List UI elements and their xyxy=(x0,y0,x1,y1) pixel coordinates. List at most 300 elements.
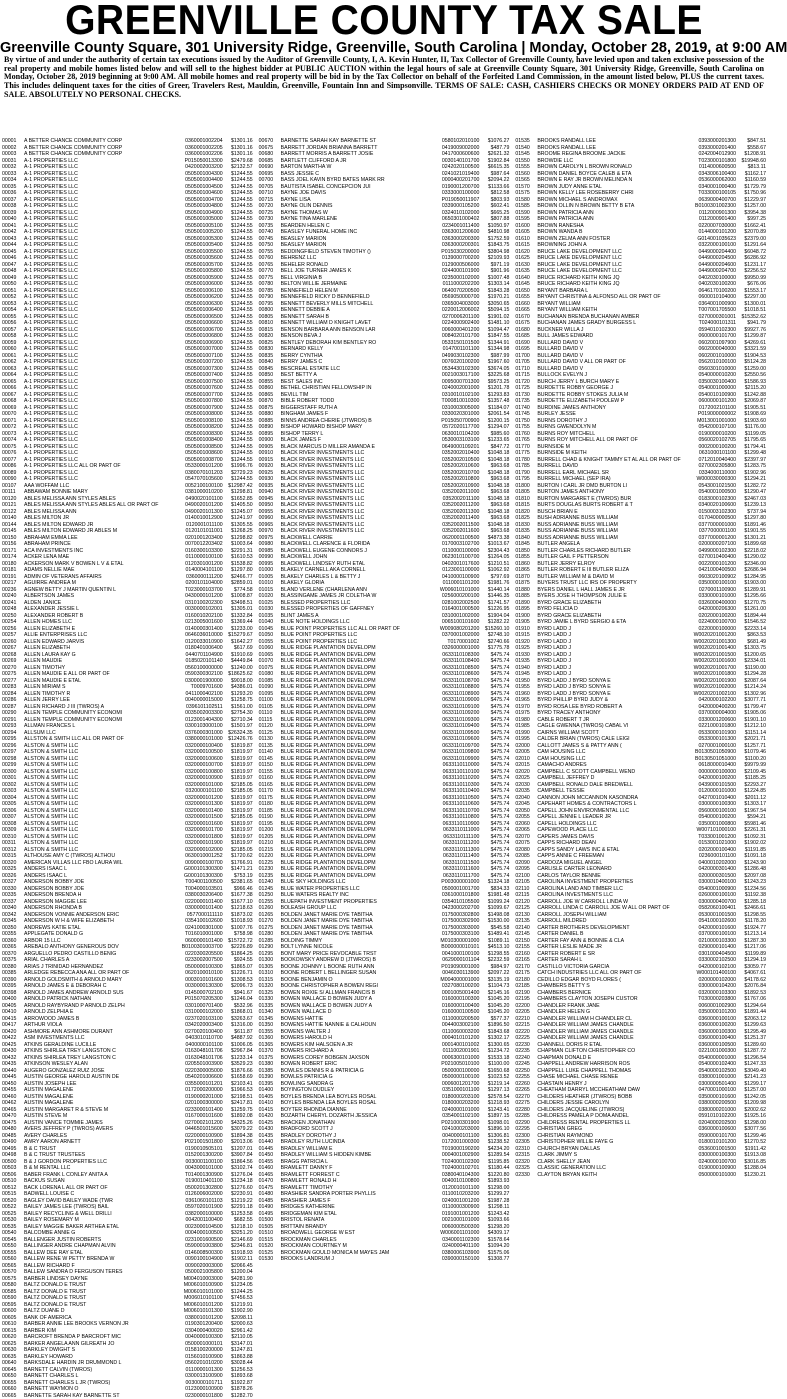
item-number: 01350 xyxy=(259,1022,281,1029)
map-number: 0540001000500 xyxy=(697,489,737,496)
item-number: 01340 xyxy=(259,1009,281,1016)
item-number: 00550 xyxy=(2,1243,24,1250)
amount-due: $1297.80 xyxy=(736,515,766,522)
amount-due: $1286.48 xyxy=(736,866,766,873)
owner-name: CAGLE GWENNA (TWROS) CABAL VI xyxy=(537,723,696,730)
owner-name: BIGGERSTAFF RUTH A xyxy=(281,405,440,412)
item-number: 00001 xyxy=(2,138,24,145)
map-number: 0560100000000 xyxy=(183,665,223,672)
item-number: 01570 xyxy=(515,184,537,191)
map-number: 0242004012900 xyxy=(697,151,737,158)
owner-name: BLUE RIDGE PLANTATION DEVELOPM xyxy=(281,684,441,691)
item-number: 00299 xyxy=(2,762,24,769)
amount-due: $18625.62 xyxy=(223,671,253,678)
map-number: 0633110111100 xyxy=(441,834,479,841)
amount-due: $1905.06 xyxy=(736,710,766,717)
item-number: 01730 xyxy=(515,392,537,399)
amount-due: $1729.79 xyxy=(736,184,766,191)
item-number: 01780 xyxy=(515,457,537,464)
item-number: 01855 xyxy=(515,554,537,561)
amount-due: $1218.63 xyxy=(223,905,253,912)
owner-name: CARTER FAY ANN & BONNIE & CLA xyxy=(537,938,696,945)
amount-due: $2550.56 xyxy=(736,372,766,379)
map-number: 0633110110200 xyxy=(441,775,480,782)
owner-name: A-1 PROPERTIES LLC xyxy=(24,301,183,308)
map-number: 0221000101800 xyxy=(697,723,737,730)
owner-name: BOWERS COREY BOBGEN JAXSON xyxy=(281,1055,440,1062)
owner-name: CHASE MICHAEL CHASE RENEE xyxy=(537,1074,696,1081)
map-number: 0402030100000 xyxy=(697,275,737,282)
owner-name: BELTON WILLIE JERMAINE xyxy=(281,281,441,288)
owner-name: BARNETT CHARLES L xyxy=(24,1373,183,1380)
map-number: 0380000201000 xyxy=(697,1107,737,1114)
owner-name: BALTZ DONALD E TRUST xyxy=(24,1302,182,1309)
map-number: 0490020101100 xyxy=(184,496,223,503)
amount-due: $475.74 xyxy=(479,788,509,795)
amount-due: $1100.20 xyxy=(736,756,766,763)
owner-name: BINNS ANDREA CHERIE (JTWROS) B xyxy=(281,418,440,425)
owner-name: ARNOLD PATRICK NATHAN xyxy=(24,996,183,1003)
item-number: 01740 xyxy=(515,405,537,412)
owner-name: BLUE RIDGE PLANTATION DEVELOPM xyxy=(281,847,441,854)
amount-due: $1896.10 xyxy=(479,1126,509,1133)
amount-due: $665.25 xyxy=(479,210,509,217)
map-number: 0540000001000 xyxy=(697,1055,737,1062)
item-number: 00303 xyxy=(2,788,24,795)
item-number: 01450 xyxy=(259,1152,281,1159)
amount-due: $1471.21 xyxy=(223,866,253,873)
map-number: 0633110109600 xyxy=(440,736,479,743)
amount-due: $1970.21 xyxy=(479,294,509,301)
owner-name: CHANDLER WILLIAM JAMES CHANDLE xyxy=(537,1035,696,1042)
owner-name: ALSTON & SMITH LLC xyxy=(24,756,183,763)
item-number: 00745 xyxy=(259,236,281,243)
amount-due: $1911.42 xyxy=(736,1146,766,1153)
amount-due: $2967.84 xyxy=(223,1048,253,1055)
owner-name: BADWELL LOUISE C xyxy=(24,1191,183,1198)
map-number: T033001001200 xyxy=(696,834,736,841)
owner-name: BOWEN ROBERT ERIC xyxy=(281,1061,440,1068)
map-number: 0170003102700 xyxy=(440,541,480,548)
amount-due: $1293.83 xyxy=(479,392,509,399)
amount-due: $1300.65 xyxy=(479,1042,509,1049)
owner-name: BOOKOWSKY ANDREW D (JTWROS) B xyxy=(281,957,441,964)
amount-due: $1291.64 xyxy=(736,242,766,249)
map-number: 0410000100900 xyxy=(440,574,480,581)
item-number: 00805 xyxy=(259,314,281,321)
owner-name: BAILEY JAMES LEE (TWROS) BAIL xyxy=(24,1204,183,1211)
item-number: 02130 xyxy=(515,912,537,919)
map-number: 0500000101000 xyxy=(697,1172,737,1179)
owner-name: ABLES MELISSA ANN STYLES ABLES ALL OR PART OF xyxy=(24,502,183,509)
amount-due: $2002.62 xyxy=(736,1107,766,1114)
owner-name: A-1 PROPERTIES LLC xyxy=(24,249,183,256)
amount-due: $1891.44 xyxy=(736,1009,766,1016)
owner-name: BUSH ADRIANNE BUSS WILLIAM xyxy=(537,515,696,522)
owner-name: A-1 PROPERTIES LLC xyxy=(24,210,183,217)
map-number: 0320000101700 xyxy=(183,827,223,834)
item-number: 01970 xyxy=(515,704,537,711)
item-number: 00350 xyxy=(2,925,24,932)
map-number: 0500001001700 xyxy=(440,886,480,893)
amount-due: $1244.55 xyxy=(223,379,253,386)
owner-name: BRUCE RICHARD KEITH KING JQ xyxy=(537,275,696,282)
map-number: M006010100900 xyxy=(182,1282,223,1289)
item-number: 01010 xyxy=(259,580,281,587)
owner-name: BLUE RIDGE PLANTATION DEVELOPM xyxy=(281,704,441,711)
owner-name: ARROWOOD JAMES B xyxy=(24,1016,183,1023)
map-number: 0234001011400 xyxy=(440,223,479,230)
amount-due: $2334.01 xyxy=(736,658,766,665)
owner-name: CARTER BROTHERS DEVELOPMENT xyxy=(537,925,696,932)
item-number: 01775 xyxy=(515,450,537,457)
amount-due: $1264.05 xyxy=(479,554,509,561)
owner-name: BLESSED PROPERTIES OF GAFFNEY xyxy=(281,606,440,613)
map-number: 0320000101100 xyxy=(184,788,223,795)
map-number: 0120301001200 xyxy=(183,561,223,568)
map-number: 0562010100100 xyxy=(697,359,737,366)
map-number: 0602001010000 xyxy=(697,353,737,360)
map-number: T004001100500 xyxy=(183,879,222,886)
item-number: 01735 xyxy=(515,398,537,405)
map-number: 0190000100900 xyxy=(697,1165,737,1172)
amount-due: $1295.49 xyxy=(736,1029,766,1036)
amount-due: $1244.55 xyxy=(223,405,253,412)
item-number: 01885 xyxy=(515,593,537,600)
owner-name: BOWENS HATTIE NANNIE & CALHOUN xyxy=(281,1022,440,1029)
map-number: 0381000010200 xyxy=(183,489,223,496)
owner-name: BARKSDALE HARDIN JR DRUMMOND L xyxy=(24,1360,183,1367)
item-number: 00830 xyxy=(259,346,281,353)
owner-name: BEARDEN HELEN C xyxy=(281,223,441,230)
item-number: 01850 xyxy=(515,548,537,555)
owner-name: BEASLEY MARION xyxy=(281,236,440,243)
map-number: 0040000015000 xyxy=(183,697,223,704)
amount-due: $971.19 xyxy=(479,262,509,269)
owner-name: BALLEW RENE W PETTY BRENDA W xyxy=(24,1256,183,1263)
owner-name: AGNEW BETTY J MARTIN QUENTIN L xyxy=(24,587,183,594)
owner-name: BROWN MICHAEL S ANDROMAX xyxy=(537,197,696,204)
item-number: 00003 xyxy=(2,151,24,158)
item-number: 02070 xyxy=(515,834,537,841)
item-number: 00049 xyxy=(2,275,24,282)
item-number: 01580 xyxy=(515,197,537,204)
map-number: 0396101102511 xyxy=(184,704,223,711)
map-number: 0352002010500 xyxy=(440,457,480,464)
owner-name: CAMPBELL JEFFREY D xyxy=(537,775,696,782)
map-number: 0153001021000 xyxy=(697,840,737,847)
amount-due: $1244.55 xyxy=(223,307,253,314)
item-number: 01155 xyxy=(259,769,281,776)
map-number: 0340020100600 xyxy=(697,502,737,509)
map-number: 0040000101100 xyxy=(440,1133,479,1140)
item-number: 01030 xyxy=(259,606,281,613)
amount-due: $2185.05 xyxy=(223,788,253,795)
map-number: 0350030100400 xyxy=(697,379,737,386)
amount-due: $1244.55 xyxy=(223,255,253,262)
item-number: 02280 xyxy=(515,1107,537,1114)
owner-name: AUSTIN MAGALENE xyxy=(24,1087,183,1094)
item-number: 01075 xyxy=(259,665,281,672)
amount-due: $1610.53 xyxy=(223,554,253,561)
map-number: 0500201302800 xyxy=(183,1185,223,1192)
amount-due: $475.74 xyxy=(479,691,509,698)
amount-due: $1244.55 xyxy=(223,392,253,399)
map-number: 0590300302100 xyxy=(183,671,223,678)
map-number: P019090001000 xyxy=(439,964,479,971)
owner-name: BLUE RIDGE PLANTATION DEVELOPM xyxy=(281,782,441,789)
item-number: 01235 xyxy=(259,873,281,880)
amount-due: $2098.11 xyxy=(223,1315,253,1322)
item-number: 01205 xyxy=(259,834,281,841)
owner-name: BLUE RIDGE PLANTATION DEVELOPM xyxy=(281,652,441,659)
amount-due: $1981.48 xyxy=(479,892,509,899)
amount-due: $1242.05 xyxy=(736,1094,766,1101)
amount-due: $1741.57 xyxy=(479,600,509,607)
amount-due: $1094.20 xyxy=(479,1243,509,1250)
owner-name: AVERY CHARLES xyxy=(24,1133,183,1140)
map-number: 0304000400020 xyxy=(183,1328,223,1335)
owner-name: BISHOP TERRY L xyxy=(281,431,440,438)
map-number: W009080201200 xyxy=(438,626,480,633)
map-number: 0320000101800 xyxy=(183,834,223,841)
amount-due: $545.58 xyxy=(479,925,509,932)
amount-due: $1894.44 xyxy=(736,613,766,620)
map-number: 0301000404500 xyxy=(697,951,737,958)
owner-name: BLUE WATERS REALTY INC xyxy=(281,892,440,899)
amount-due: $9950.99 xyxy=(736,275,766,282)
amount-due: $2011.12 xyxy=(736,795,766,802)
map-number: 0633110108900 xyxy=(440,691,479,698)
map-number: 0320000101300 xyxy=(183,801,223,808)
amount-due: $1007.48 xyxy=(479,275,509,282)
item-number: 00540 xyxy=(2,1230,24,1237)
item-number: 00286 xyxy=(2,697,24,704)
map-number: 0110000100100 xyxy=(184,554,223,561)
item-number: 00326 xyxy=(2,873,24,880)
owner-name: ABLES MILTON EDWARD JR xyxy=(24,522,184,529)
owner-name: BLAKELY GLORIA xyxy=(281,580,441,587)
amount-due: $4234.20 xyxy=(479,1146,509,1153)
amount-due: $1276.60 xyxy=(223,1185,253,1192)
item-number: 01355 xyxy=(259,1029,281,1036)
item-number: 01545 xyxy=(515,151,537,158)
owner-name: ANDERSON VONNIE ANDERSON ERIC xyxy=(24,912,185,919)
amount-due: $1294.19 xyxy=(736,957,766,964)
amount-due: $2466.77 xyxy=(223,574,253,581)
amount-due: $4810.98 xyxy=(479,229,509,236)
owner-name: BLAND VERLENE (CHARLENA ANN xyxy=(281,587,438,594)
owner-name: ALEXANDER ROBERT B xyxy=(24,613,183,620)
item-number: 00950 xyxy=(259,502,281,509)
owner-name: CAROLINA INVESTMENT PROPERTIES xyxy=(537,879,696,886)
amount-due: $1160.59 xyxy=(736,177,766,184)
amount-due: $1257.00 xyxy=(736,1087,766,1094)
owner-name: BEST SALES INC xyxy=(281,379,440,386)
item-number: 01300 xyxy=(259,957,281,964)
owner-name: BROCKMAN CHARLES xyxy=(281,1237,441,1244)
owner-name: ALLEN RICHARD J III (TWROS) A xyxy=(24,704,184,711)
item-number: 00036 xyxy=(2,190,24,197)
map-number: 0300001900000 xyxy=(183,678,223,685)
owner-name: CAROLINA INVESTMENTS LLC xyxy=(537,892,696,899)
map-number: 0500021005800 xyxy=(183,1269,223,1276)
map-number: 0633110109800 xyxy=(440,749,479,756)
owner-name: BESCREAL ESTATE LLC xyxy=(281,366,440,373)
amount-due: $4178.62 xyxy=(736,977,766,984)
map-number: 0330001200600 xyxy=(697,717,737,724)
map-number: 0111002001901 xyxy=(441,1048,480,1055)
owner-name: ARTHUR VIOLA xyxy=(24,1022,183,1029)
item-number: 00335 xyxy=(2,892,24,899)
item-number: 00890 xyxy=(259,424,281,431)
amount-due: $1244.55 xyxy=(223,190,253,197)
amount-due: $2710.34 xyxy=(223,717,253,724)
owner-name: BROWDIE LLC xyxy=(537,158,696,165)
map-number: 0420000102100 xyxy=(697,964,737,971)
item-number: 00060 xyxy=(2,346,24,353)
item-number: 00980 xyxy=(259,541,281,548)
owner-name: ALSTON & SMITH LLC xyxy=(24,743,183,750)
item-number: 01165 xyxy=(259,782,281,789)
owner-name: CAMPBELL C SCOTT CAMPBELL WEND xyxy=(537,769,696,776)
map-number: 0633110111500 xyxy=(441,860,479,867)
map-number: 0221001000300 xyxy=(697,1048,737,1055)
owner-name: BLACKWELL JOHN xyxy=(281,554,440,561)
owner-name: A-1 PROPERTIES LLC xyxy=(24,424,183,431)
amount-due: $1289.54 xyxy=(479,1152,509,1159)
map-number: 0640070200500 xyxy=(440,288,480,295)
owner-name: A-1 PROPERTIES LLC xyxy=(24,229,183,236)
owner-name: CATCH INDUSTRIES LLC ALL OR PART OF xyxy=(537,970,694,977)
item-number: 01650 xyxy=(515,288,537,295)
amount-due: $9979.99 xyxy=(736,762,766,769)
amount-due: $1244.55 xyxy=(223,372,253,379)
owner-name: BROWN DANIEL BOYCE CALEB & ETA xyxy=(537,171,696,178)
owner-name: CHEATHAM DARRYL MCCHEATHAM DAW xyxy=(537,1087,696,1094)
amount-due: $1316.00 xyxy=(223,1022,253,1029)
map-number: 0633110110000 xyxy=(441,762,480,769)
owner-name: A-1 PROPERTIES LLC xyxy=(24,372,183,379)
map-number: W006001101000 xyxy=(438,1230,479,1237)
owner-name: BYRD LADD J BYRD SONYA E xyxy=(537,684,691,691)
item-number: 00685 xyxy=(259,158,281,165)
amount-due: $2069.87 xyxy=(736,398,766,405)
owner-name: A-1 PROPERTIES LLC xyxy=(24,431,183,438)
owner-name: BENNETT DEBBIE A xyxy=(281,307,440,314)
amount-due: $1094.47 xyxy=(479,327,509,334)
item-number: 00043 xyxy=(2,236,24,243)
amount-due: $475.74 xyxy=(479,866,509,873)
map-number: 0505001004800 xyxy=(183,203,223,210)
amount-due: $475.74 xyxy=(479,736,509,743)
amount-due: $2061.54 xyxy=(479,411,509,418)
amount-due: $2185.05 xyxy=(223,847,253,854)
item-number: 02135 xyxy=(515,918,537,925)
owner-name: BLUE RIDGE PLANTATION DEVELOPM xyxy=(281,736,441,743)
item-number: 01445 xyxy=(259,1146,281,1153)
amount-due: $4873.38 xyxy=(479,535,509,542)
owner-name: BUCKNER WILLA J xyxy=(537,327,696,334)
item-number: 00825 xyxy=(259,340,281,347)
owner-name: CHURCH BRYAN DALLAS xyxy=(537,1146,696,1153)
owner-name: BULLOCK EVELYN J xyxy=(537,372,696,379)
amount-due: $1244.55 xyxy=(223,210,253,217)
map-number: 0633110108500 xyxy=(440,665,479,672)
map-number: 0649000109201 xyxy=(440,444,480,451)
amount-due: $1904.53 xyxy=(736,353,766,360)
item-number: 01385 xyxy=(259,1068,281,1075)
amount-due: $1289.91 xyxy=(736,587,766,594)
amount-due: $1233.14 xyxy=(223,1055,253,1062)
map-number: G014001035623 xyxy=(695,236,736,243)
amount-due: $475.74 xyxy=(479,814,509,821)
item-number: 00370 xyxy=(2,951,24,958)
item-number: 00041 xyxy=(2,223,24,230)
amount-due: $1100.00 xyxy=(479,1061,509,1068)
owner-name: BROWN JUDY ANNE ETAL xyxy=(537,184,696,191)
map-number: 0160010202100 xyxy=(183,613,223,620)
item-number: 01765 xyxy=(515,437,537,444)
amount-due: $2304.43 xyxy=(479,548,509,555)
map-number: 0505001005800 xyxy=(183,268,223,275)
owner-name: BRUCE LAKE DEVELOPMENT LLC xyxy=(537,262,696,269)
amount-due: $963.68 xyxy=(479,476,509,483)
item-number: 01965 xyxy=(515,697,537,704)
map-number: 0380010101200 xyxy=(183,1315,223,1322)
item-number: 01145 xyxy=(259,756,281,763)
item-number: 02285 xyxy=(515,1113,537,1120)
owner-name: A-1 PROPERTIES LLC xyxy=(24,392,183,399)
map-number: 0360000100200 xyxy=(697,1022,737,1029)
item-number: 00655 xyxy=(2,1380,24,1387)
owner-name: BLACK RIVER INVESTMENTS LLC xyxy=(281,463,440,470)
map-number: 0423000202700 xyxy=(440,905,480,912)
map-number: 0240001001200 xyxy=(440,1198,480,1205)
amount-due: $803.93 xyxy=(479,197,509,204)
map-number: 0505001005900 xyxy=(183,275,223,282)
amount-due: $3077.71 xyxy=(736,697,766,704)
owner-name: AUSTIN MAGALENE xyxy=(24,1100,183,1107)
map-number: 0185020101140 xyxy=(184,658,223,665)
map-number: 0602000040000 xyxy=(697,346,737,353)
amount-due: $1253.58 xyxy=(223,1211,253,1218)
item-number: 01045 xyxy=(259,626,281,633)
amount-due: $2479.68 xyxy=(223,158,253,165)
owner-name: BLACKWELL EUGENE CONNORS J xyxy=(281,548,441,555)
amount-due: $1290.02 xyxy=(736,554,766,561)
item-number: 01005 xyxy=(259,574,281,581)
owner-name: BAILEY RECYCLING & WELL DRILLI xyxy=(24,1211,183,1218)
map-number: 0310010102100 xyxy=(440,392,480,399)
item-number: 00248 xyxy=(2,606,24,613)
amount-due: $1244.55 xyxy=(223,385,253,392)
owner-name: BENSON BEVA J xyxy=(281,333,440,340)
map-number: 0633110111700 xyxy=(441,873,479,880)
owner-name: CLASSIC GENERATION LLC xyxy=(537,1165,696,1172)
amount-due: $1819.97 xyxy=(223,756,253,763)
amount-due: $1344.98 xyxy=(479,346,509,353)
amount-due: $1048.18 xyxy=(479,522,509,529)
item-number: 01640 xyxy=(515,275,537,282)
owner-name: A-1 PROPERTIES LLC xyxy=(24,398,183,405)
map-number: 0620001100500 xyxy=(440,535,479,542)
owner-name: BLAKELY CARNELL AKA CORNELL xyxy=(281,567,441,574)
map-number: 0175000302900 xyxy=(440,918,480,925)
map-number: 0633110110700 xyxy=(441,808,480,815)
item-number: 00053 xyxy=(2,301,24,308)
owner-name: CAROLINA LAND AND TIMBER LLC xyxy=(537,886,696,893)
